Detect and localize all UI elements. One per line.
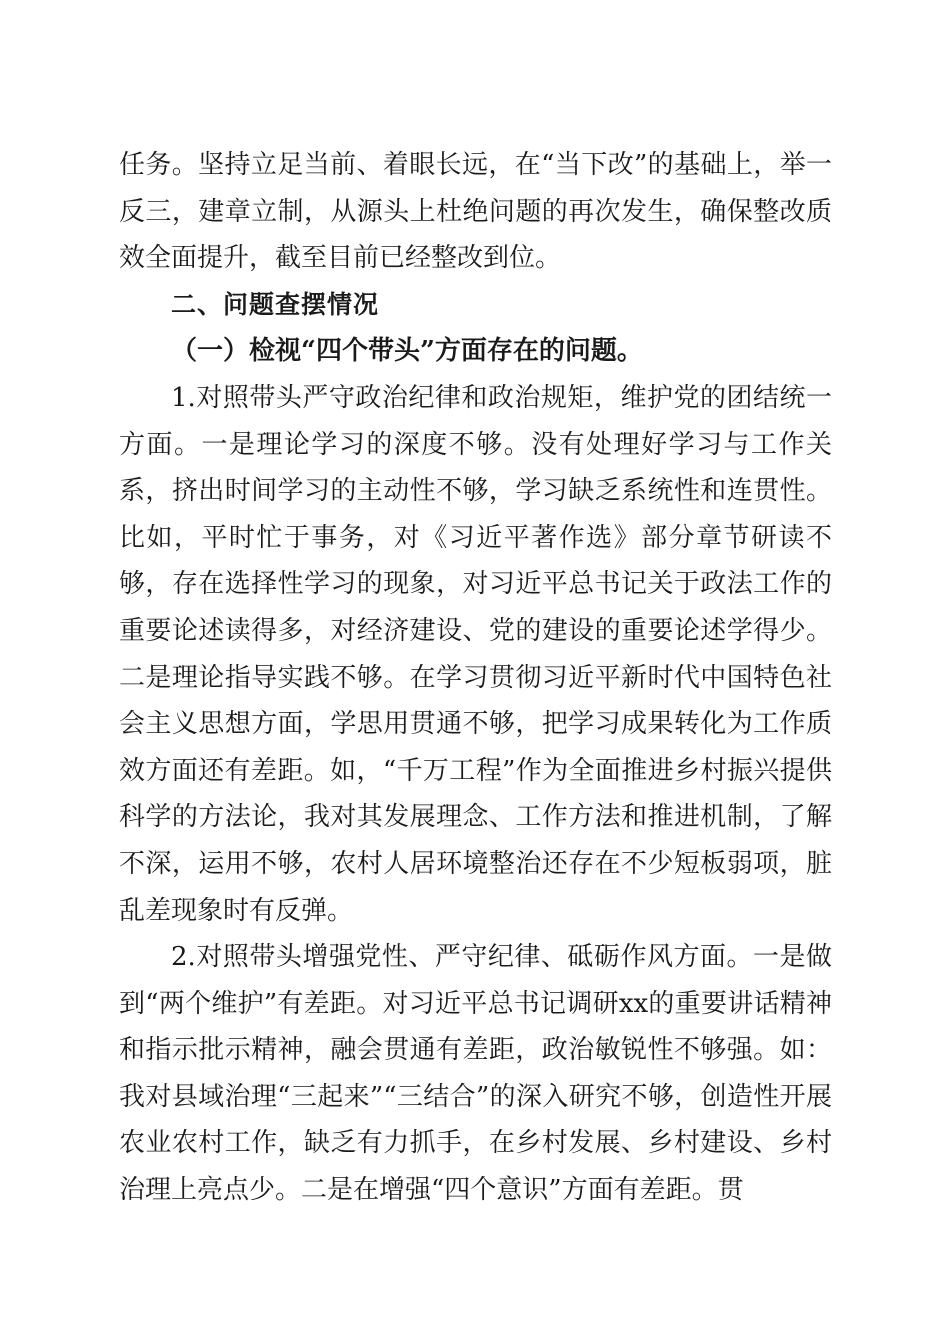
subsection-heading: （一）检视“四个带头”方面存在的问题。	[171, 336, 643, 367]
paragraph-continuation: 任务。坚持立足当前、着眼长远，在“当下改”的基础上，举一反三，建章立制，从源头上杜绝问题的再次发生，确保整改质效全面提升，截至目前已经整改到位。	[119, 150, 832, 274]
section-heading: 二、问题查摆情况	[171, 289, 380, 319]
paragraph-item-2: 2.对照带头增强党性、严守纪律、砥砺作风方面。一是做到“两个维护”有差距。对习近平总书记调研xx的重要讲话精神和指示批示精神，融会贯通有差距，政治敏锐性不够强。如：我对县域治理“三起来”“三结合”的深入研究不够，创造性开展农业农村工作，缺乏有力抓手，在乡村发展、乡村建设、乡村治理上亮点少。二是在增强“四个意识”方面有差距。贯	[119, 942, 832, 1206]
paragraph-item-1: 1.对照带头严守政治纪律和政治规矩，维护党的团结统一方面。一是理论学习的深度不够。没有处理好学习与工作关系，挤出时间学习的主动性不够，学习缺乏系统性和连贯性。比如，平时忙于事务，对《习近平著作选》部分章节研读不够，存在选择性学习的现象，对习近平总书记关于政法工作的重要论述读得多，对经济建设、党的建设的重要论述学得少。二是理论指导实践不够。在学习贯彻习近平新时代中国特色社会主义思想方面，学思用贯通不够，把学习成果转化为工作质效方面还有差距。如，“千万工程”作为全面推进乡村振兴提供科学的方法论，我对其发展理念、工作方法和推进机制，了解不深，运用不够，农村人居环境整治还存在不少短板弱项，脏乱差现象时有反弹。	[119, 382, 832, 926]
document-body	[119, 142, 832, 1214]
